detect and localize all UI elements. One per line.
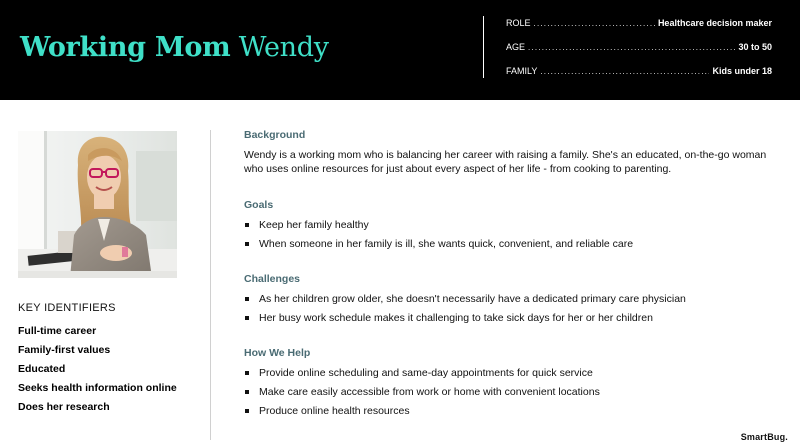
attribute-label: AGE — [506, 42, 526, 52]
dot-leader — [528, 43, 735, 52]
dot-leader — [540, 67, 709, 76]
attribute-family — [506, 66, 772, 90]
attribute-label: ROLE — [506, 18, 531, 28]
attribute-age — [506, 42, 772, 66]
goal-item: When someone in her family is ill, she wants quick, convenient, and reliable care — [244, 237, 784, 256]
key-identifiers-title: KEY IDENTIFIERS — [18, 302, 116, 314]
goals-section — [244, 198, 784, 256]
smartbug-logo: SmartBug. — [740, 432, 788, 442]
column-divider — [210, 130, 211, 440]
help-item: Provide online scheduling and same-day appointments for quick service — [244, 366, 784, 385]
attribute-value: 30 to 50 — [738, 42, 772, 52]
challenges-heading: Challenges — [244, 273, 301, 285]
key-identifier-item: Family-first values — [18, 344, 111, 356]
persona-title-last: Wendy — [238, 32, 329, 63]
background-section — [244, 128, 784, 176]
key-identifier-item: Does her research — [18, 401, 110, 413]
how-we-help-list — [244, 366, 784, 423]
challenge-item: As her children grow older, she doesn't necessarily have a dedicated primary care physician — [244, 292, 784, 311]
key-identifier-item: Educated — [18, 363, 66, 375]
dot-leader — [534, 19, 655, 28]
persona-header — [0, 0, 800, 100]
key-identifier-item: Seeks health information online — [18, 382, 177, 394]
persona-photo — [18, 131, 177, 278]
persona-attributes — [506, 18, 772, 90]
background-heading: Background — [244, 129, 306, 141]
how-we-help-heading: How We Help — [244, 347, 311, 359]
goals-list — [244, 218, 784, 256]
goal-item: Keep her family healthy — [244, 218, 784, 237]
attribute-value: Healthcare decision maker — [657, 18, 772, 28]
background-text: Wendy is a working mom who is balancing her career with raising a family. She's an educated, on-the-go woman who uses online resources for just about every aspect of her life - from cooking to parenting. — [244, 149, 767, 175]
challenge-item: Her busy work schedule makes it challenging to take sick days for her or her children — [244, 311, 784, 330]
challenges-section — [244, 272, 784, 330]
goals-heading: Goals — [244, 199, 274, 211]
how-we-help-section — [244, 346, 784, 423]
help-item: Produce online health resources — [244, 404, 784, 423]
key-identifiers-list — [18, 322, 177, 417]
help-item: Make care easily accessible from work or home with convenient locations — [244, 385, 784, 404]
attribute-label: FAMILY — [506, 66, 538, 76]
persona-title — [20, 30, 329, 66]
challenges-list — [244, 292, 784, 330]
attribute-role — [506, 18, 772, 42]
persona-title-first: Working Mom — [20, 32, 231, 63]
key-identifier-item: Full-time career — [18, 325, 97, 337]
persona-content — [244, 128, 784, 439]
header-divider — [483, 16, 484, 78]
attribute-value: Kids under 18 — [712, 66, 772, 76]
